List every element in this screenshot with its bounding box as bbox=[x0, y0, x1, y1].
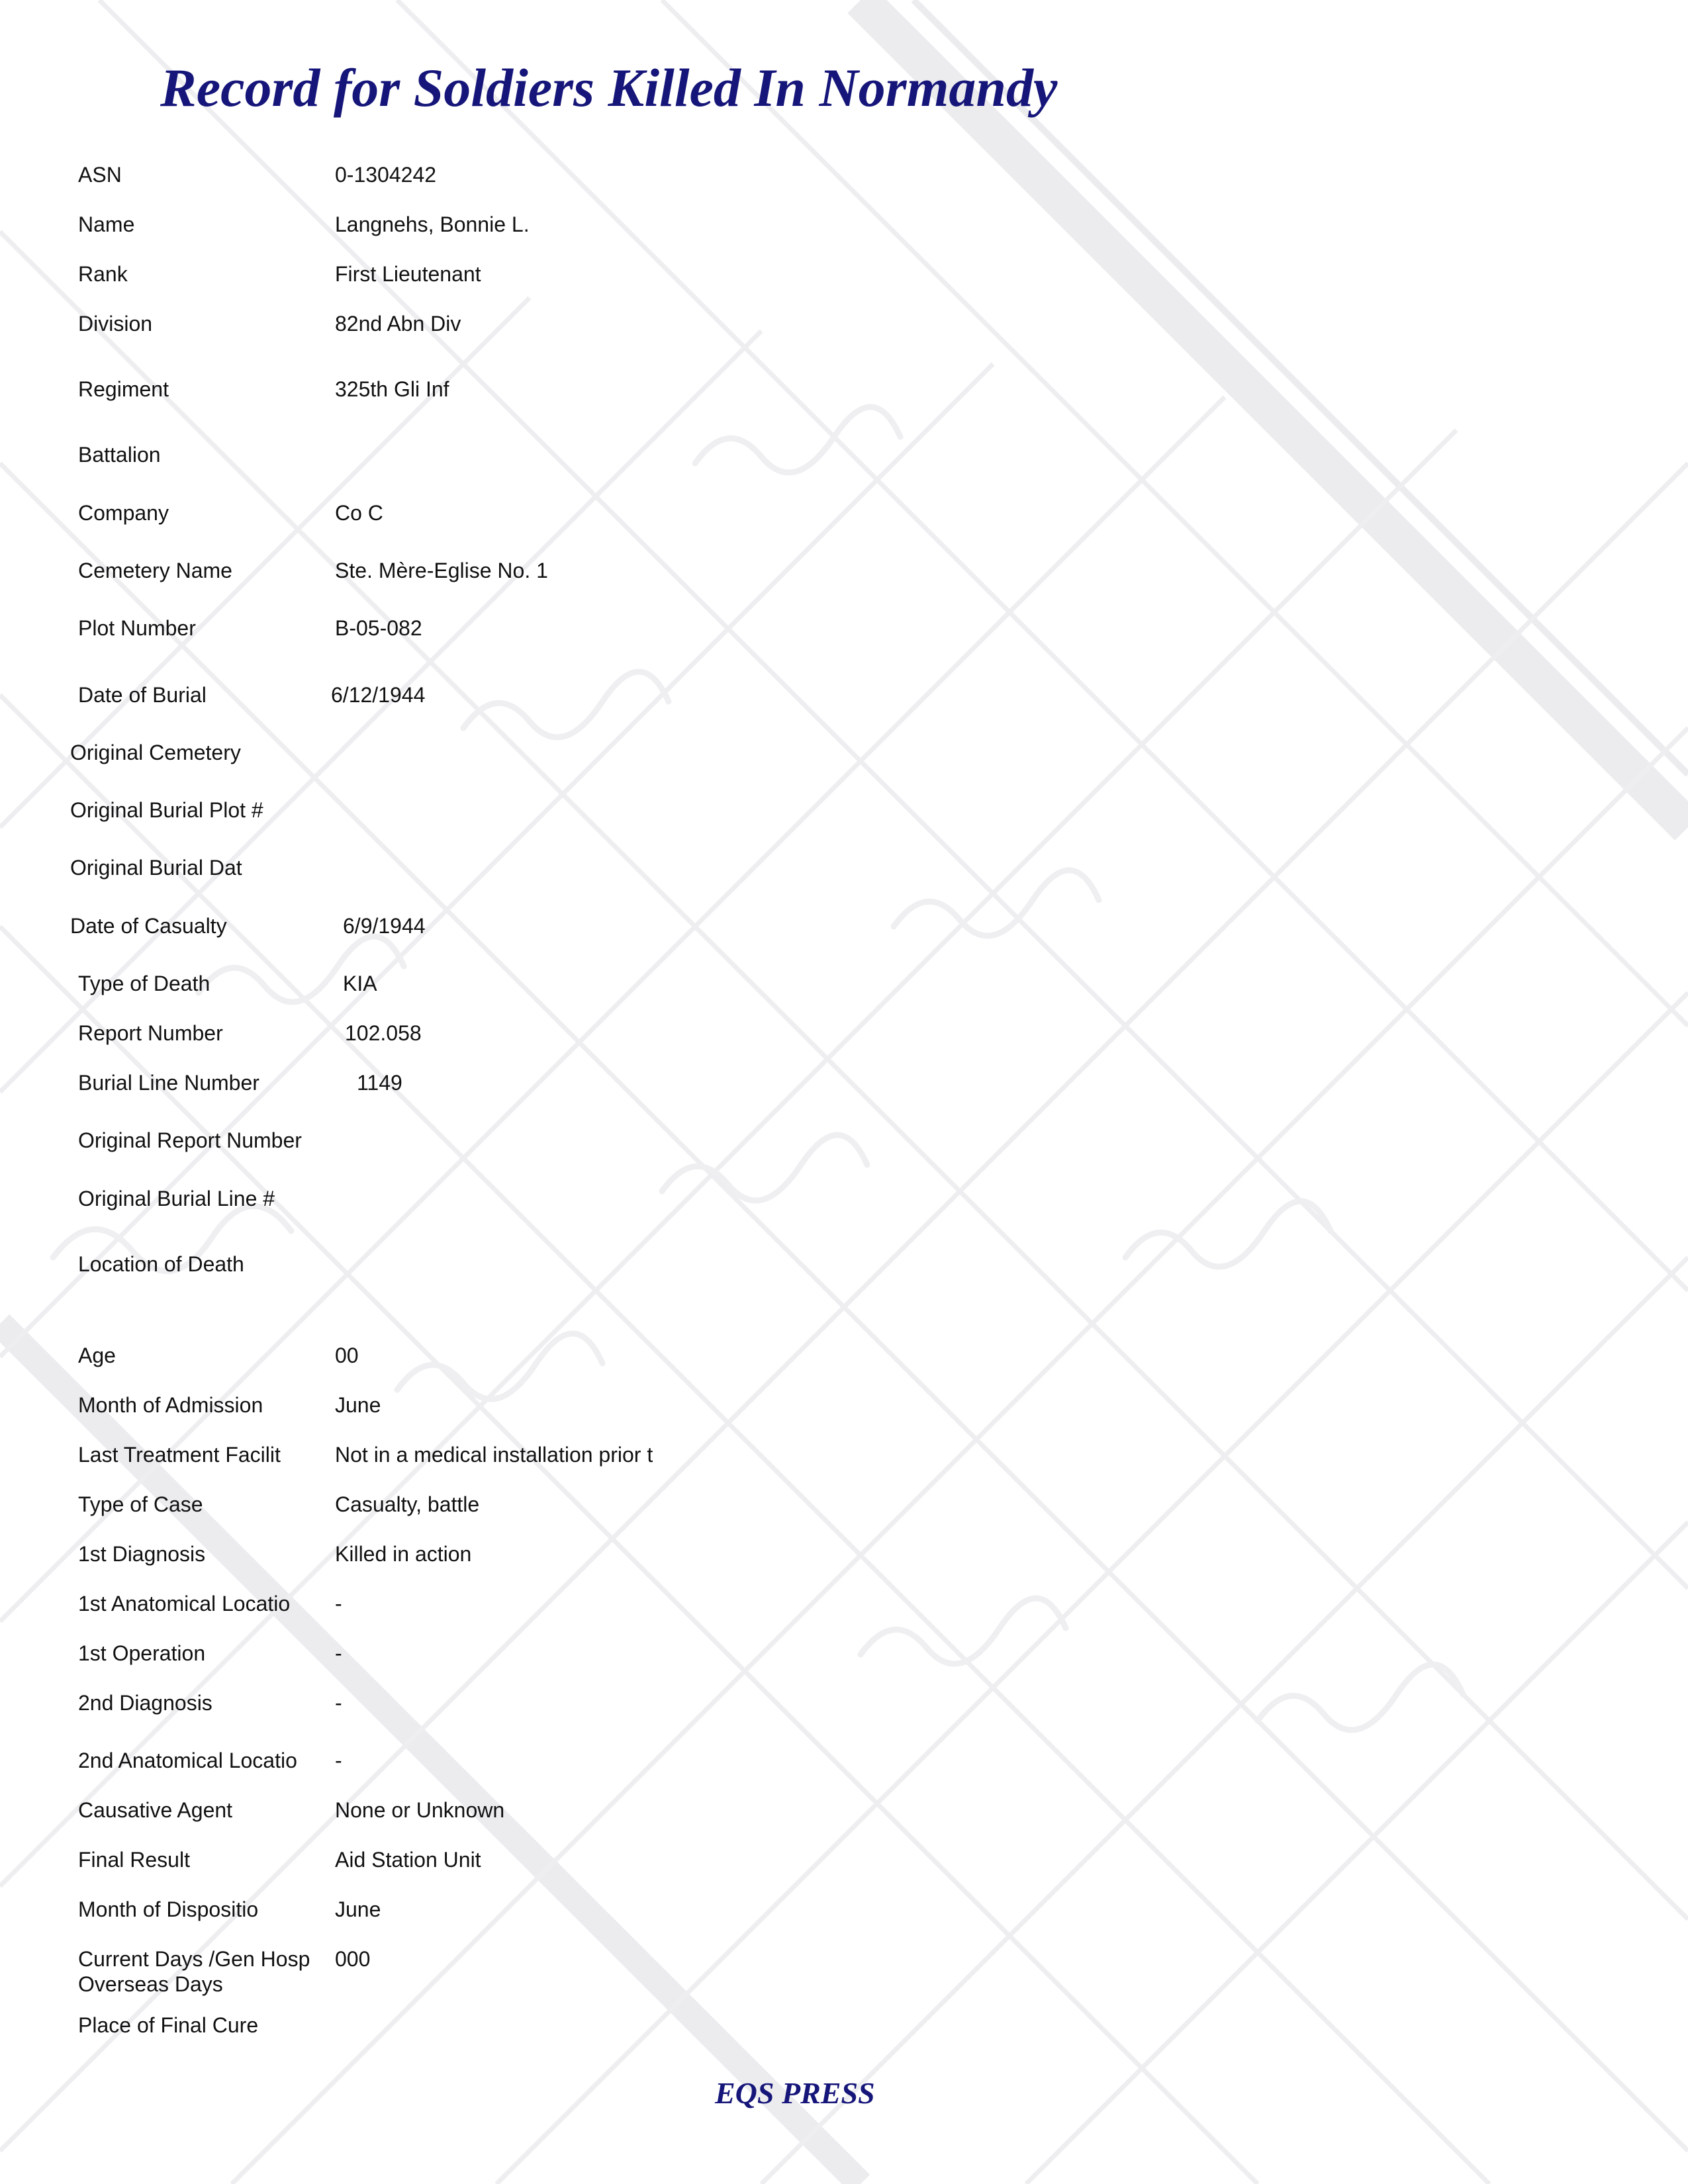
field-value: 102.058 bbox=[345, 1021, 422, 1045]
field-label: Original Cemetery bbox=[70, 741, 241, 764]
field-value: Casualty, battle bbox=[335, 1492, 480, 1516]
field-label: Final Result bbox=[78, 1848, 190, 1872]
field-value: 00 bbox=[335, 1343, 359, 1367]
field-label: Overseas Days bbox=[78, 1972, 223, 1996]
field-label: Place of Final Cure bbox=[78, 2013, 259, 2037]
page-title: Record for Soldiers Killed In Normandy bbox=[160, 58, 1058, 118]
field-label: Month of Dispositio bbox=[78, 1897, 259, 1921]
field-label: Battalion bbox=[78, 443, 161, 467]
field-label: Burial Line Number bbox=[78, 1071, 259, 1095]
field-label: 2nd Diagnosis bbox=[78, 1691, 212, 1715]
field-label: Cemetery Name bbox=[78, 559, 232, 582]
field-label: Company bbox=[78, 501, 169, 525]
field-value: Langnehs, Bonnie L. bbox=[335, 212, 530, 236]
field-value: 1149 bbox=[357, 1071, 402, 1095]
field-label: Month of Admission bbox=[78, 1393, 263, 1417]
field-label: Causative Agent bbox=[78, 1798, 233, 1822]
field-label: Date of Casualty bbox=[70, 914, 227, 938]
field-value: 6/12/1944 bbox=[331, 683, 426, 707]
field-value: 0-1304242 bbox=[335, 163, 437, 187]
field-label: Rank bbox=[78, 262, 128, 286]
field-value: - bbox=[335, 1691, 342, 1715]
field-label: Location of Death bbox=[78, 1252, 244, 1276]
publisher-footer: EQS PRESS bbox=[715, 2076, 875, 2110]
field-value: KIA bbox=[343, 972, 377, 995]
field-label: Division bbox=[78, 312, 153, 336]
field-label: Report Number bbox=[78, 1021, 223, 1045]
field-label: Age bbox=[78, 1343, 116, 1367]
field-label: Name bbox=[78, 212, 135, 236]
field-value: 000 bbox=[335, 1947, 371, 1971]
field-label: Last Treatment Facilit bbox=[78, 1443, 281, 1467]
field-value: - bbox=[335, 1641, 342, 1665]
field-label: 2nd Anatomical Locatio bbox=[78, 1749, 297, 1772]
field-label: Current Days /Gen Hosp bbox=[78, 1947, 310, 1971]
field-label: Original Report Number bbox=[78, 1128, 302, 1152]
field-value: June bbox=[335, 1897, 381, 1921]
field-value: Killed in action bbox=[335, 1542, 472, 1566]
field-label: 1st Operation bbox=[78, 1641, 206, 1665]
field-label: Original Burial Line # bbox=[78, 1187, 275, 1210]
field-value: 6/9/1944 bbox=[343, 914, 426, 938]
field-label: 1st Anatomical Locatio bbox=[78, 1592, 291, 1615]
field-value: Ste. Mère-Eglise No. 1 bbox=[335, 559, 548, 582]
field-value: 325th Gli Inf bbox=[335, 377, 449, 401]
field-label: Date of Burial bbox=[78, 683, 207, 707]
field-value: 82nd Abn Div bbox=[335, 312, 461, 336]
field-value: - bbox=[335, 1749, 342, 1772]
field-value: B-05-082 bbox=[335, 616, 422, 640]
field-value: - bbox=[335, 1592, 342, 1615]
field-value: First Lieutenant bbox=[335, 262, 481, 286]
field-label: 1st Diagnosis bbox=[78, 1542, 206, 1566]
field-value: None or Unknown bbox=[335, 1798, 505, 1822]
field-label: Original Burial Plot # bbox=[70, 798, 263, 822]
field-label: Type of Case bbox=[78, 1492, 203, 1516]
field-value: Aid Station Unit bbox=[335, 1848, 481, 1872]
field-label: Original Burial Dat bbox=[70, 856, 242, 880]
field-label: Type of Death bbox=[78, 972, 211, 995]
field-value: Co C bbox=[335, 501, 383, 525]
field-value: Not in a medical installation prior t bbox=[335, 1443, 653, 1467]
field-value: June bbox=[335, 1393, 381, 1417]
field-label: ASN bbox=[78, 163, 122, 187]
field-label: Plot Number bbox=[78, 616, 196, 640]
field-label: Regiment bbox=[78, 377, 169, 401]
